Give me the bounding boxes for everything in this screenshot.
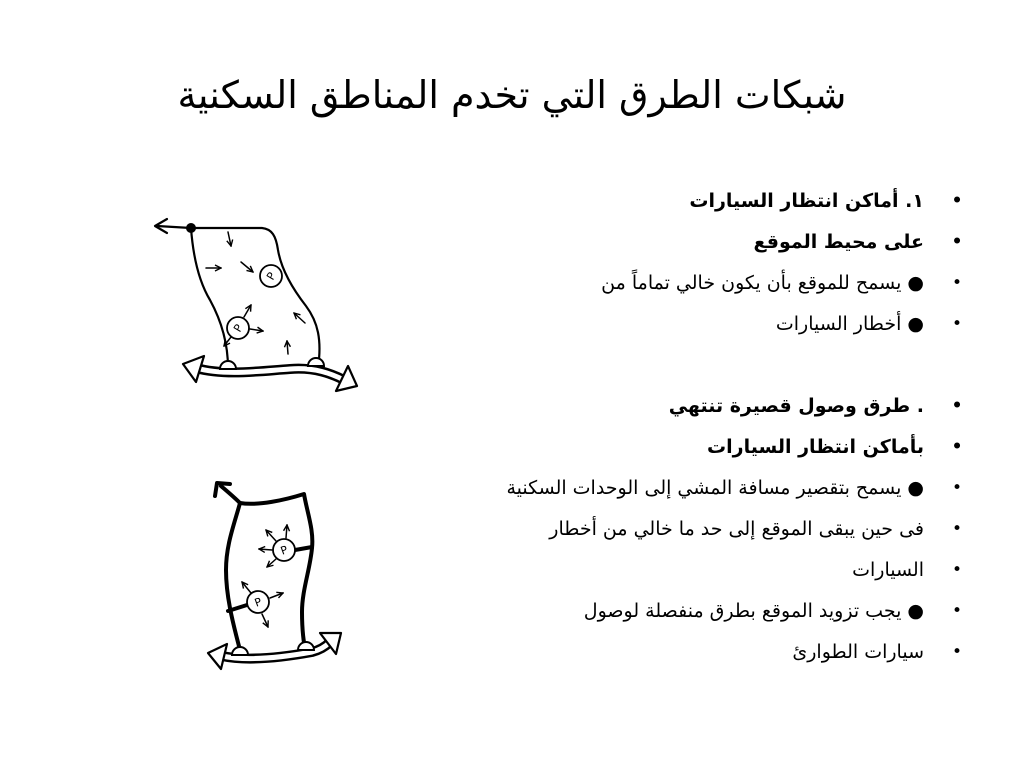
bullet-marker: • <box>951 600 963 621</box>
slide-title: شبكات الطرق التي تخدم المناطق السكنية <box>177 73 847 117</box>
bullet-marker: • <box>951 190 963 211</box>
movement-arrow <box>287 341 288 354</box>
movement-arrow <box>294 313 305 323</box>
movement-arrow <box>286 525 287 538</box>
bullet-text: على محيط الموقع <box>753 230 924 253</box>
site-boundary-right <box>240 494 312 654</box>
bullet-item <box>408 262 968 303</box>
movement-arrow <box>241 262 253 272</box>
diagrams-canvas <box>0 0 400 700</box>
movement-arrow <box>262 614 268 627</box>
movement-arrow <box>242 582 251 593</box>
bullet-marker: • <box>951 559 963 580</box>
bullet-text: فى حين يبقى الموقع إلى حد ما خالي من أخطار <box>549 517 924 540</box>
bullet-marker: • <box>951 477 963 498</box>
bullet-text: سيارات الطوارئ <box>792 640 924 663</box>
parking-label: P <box>231 322 246 335</box>
site-entry-bump <box>232 647 248 655</box>
movement-arrow <box>259 549 272 550</box>
site-boundary-left <box>226 503 240 650</box>
section-gap <box>408 344 968 385</box>
bullet-item <box>408 180 968 221</box>
bullet-marker: • <box>951 231 963 252</box>
bullet-item <box>408 549 968 590</box>
site-entry-bump <box>220 361 236 369</box>
exit-road-line <box>157 226 191 228</box>
movement-arrow <box>266 530 276 541</box>
movement-arrow <box>267 559 276 567</box>
bullet-text: ١. أماكن انتظار السيارات <box>689 189 924 212</box>
bullet-item <box>408 590 968 631</box>
bullet-item <box>408 467 968 508</box>
bullet-text: السيارات <box>852 558 924 581</box>
bullet-item <box>408 303 968 344</box>
parking-label: P <box>252 595 264 610</box>
bullet-marker: • <box>951 313 963 334</box>
bullet-item <box>408 221 968 262</box>
exit-road-curve <box>221 486 240 503</box>
movement-arrow <box>228 232 231 246</box>
bullet-text: ● يسمح للموقع بأن يكون خالي تماماً من <box>601 271 924 294</box>
bullet-item <box>408 508 968 549</box>
bullet-item <box>408 385 968 426</box>
junction-dot <box>186 223 196 233</box>
bullet-text: . طرق وصول قصيرة تنتهي <box>668 394 924 417</box>
site-boundary-left <box>191 228 228 368</box>
diagram-top <box>155 219 357 391</box>
bullet-list <box>408 180 968 672</box>
movement-arrow <box>270 593 283 598</box>
bullet-text: بأماكن انتظار السيارات <box>707 435 924 458</box>
parking-label: P <box>278 543 290 558</box>
movement-arrow <box>244 305 251 317</box>
bullet-item <box>408 426 968 467</box>
movement-arrow <box>250 329 263 331</box>
bullet-marker: • <box>951 272 963 293</box>
bullet-marker: • <box>951 641 963 662</box>
bullet-marker: • <box>951 436 963 457</box>
bullet-text: ● يجب تزويد الموقع بطرق منفصلة لوصول <box>583 599 924 622</box>
bullet-text: ● أخطار السيارات <box>775 312 924 335</box>
road-arrowhead-left <box>183 356 204 382</box>
site-boundary-right <box>191 228 320 368</box>
site-entry-bump <box>308 358 324 366</box>
parking-access-road <box>295 547 312 550</box>
site-entry-bump <box>298 642 314 650</box>
diagram-bottom <box>208 483 341 669</box>
bullet-text: ● يسمح بتقصير مسافة المشي إلى الوحدات السكنية <box>506 476 924 499</box>
road-arrowhead-left <box>208 644 227 669</box>
bullet-marker: • <box>951 395 963 416</box>
bullet-marker: • <box>951 518 963 539</box>
bullet-item <box>408 631 968 672</box>
parking-label: P <box>264 270 279 283</box>
